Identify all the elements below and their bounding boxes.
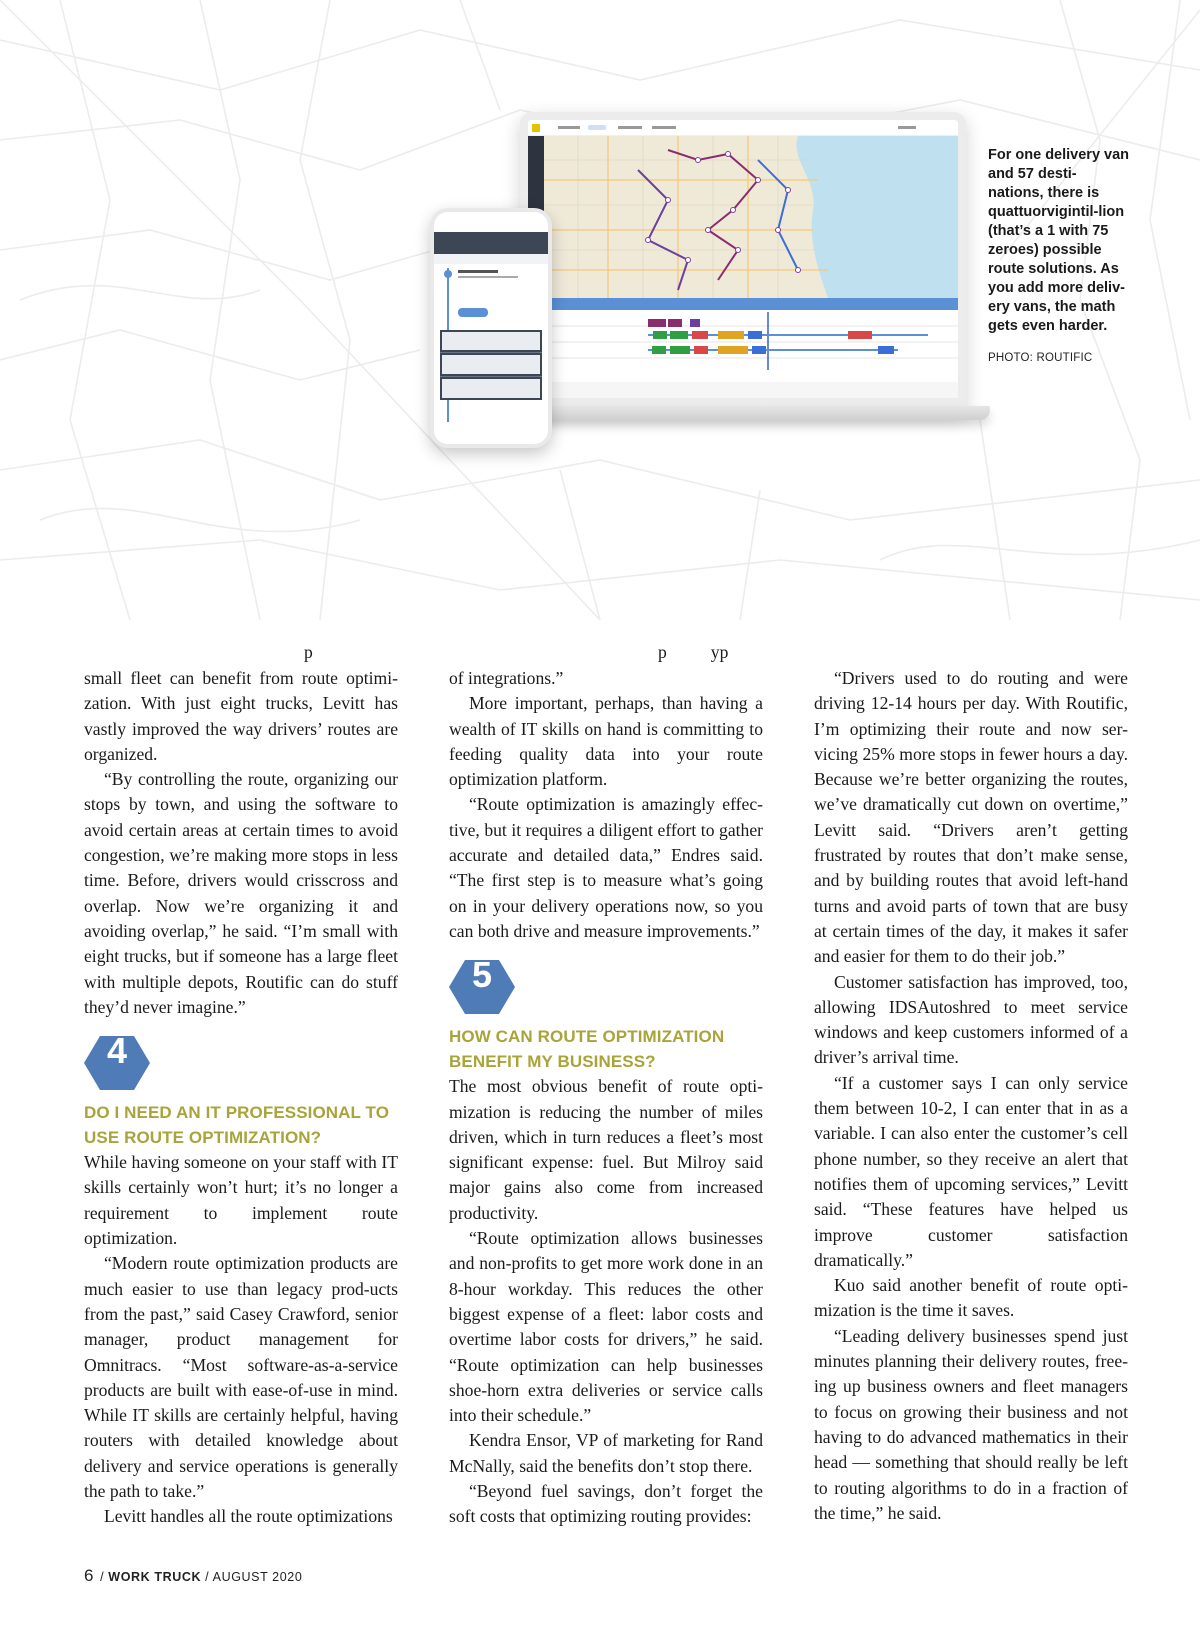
article-column-2 [449, 666, 763, 1530]
footer-separator: / [205, 1570, 210, 1584]
page-footer [84, 1566, 302, 1586]
section-4-badge [84, 1030, 150, 1092]
paragraph: “If a customer says I can only service them between 10-2, I can enter that in as a variable. I can also enter the customer’s cell phone number, so they receive an alert that notifies them of upcoming services,” Levitt said. “These features have helped us improve customer satisfaction dramatically.” [814, 1072, 1128, 1270]
route-map-screenshot [528, 120, 958, 398]
cutoff-line-col2: p yp [658, 642, 729, 662]
photo-credit: PHOTO: ROUTIFIC [988, 352, 1093, 364]
paragraph: “Beyond fuel savings, don’t forget the soft costs that optimizing routing provides: [449, 1481, 763, 1527]
laptop-base [490, 406, 990, 420]
phone-app-screenshot [434, 212, 548, 444]
paragraph: of integrations.” [449, 668, 564, 688]
footer-separator: / [100, 1570, 105, 1584]
article-column-3 [814, 666, 1128, 1526]
section-heading: DO I NEED AN IT PROFESSIONAL TO USE ROUTE OPTIMIZATION? [84, 1103, 390, 1148]
paragraph: “By controlling the route, organizing our stops by town, and using the software to avoid certain areas at certain times to avoid congestion, we’re making more stops in less time. Before, drivers would crisscross and overlap. Now we’re organizing it and avoiding overlap,” he said. “I’m small with eight trucks, but if someone has a large fleet with multiple depots, Routific can do stuff they’d never imagine.” [84, 769, 398, 1017]
section-number: 4 [106, 1030, 128, 1072]
photo-caption: For one delivery van and 57 desti-nations, there is quattuorvigintil-lion (that’s a 1 with 75 zeroes) possible route solutions. As you add more deliv-ery vans, the math gets even harder. [988, 147, 1130, 334]
cutoff-line-col1: p [304, 642, 313, 662]
paragraph: Kendra Ensor, VP of marketing for Rand McNally, said the benefits don’t stop there. [449, 1430, 763, 1476]
paragraph: “Modern route optimization products are much easier to use than legacy prod-ucts from the past,” said Casey Crawford, senior manager, product management for Omnitracs. “Most software-as-a-service products are built with ease-of-use in mind. While IT skills are certainly helpful, having routers with detailed knowledge about delivery and service operations is generally the path to take.” [84, 1253, 398, 1502]
paragraph: The most obvious benefit of route opti-mization is reducing the number of miles driven, which in turn reduces a fleet’s most significant expense: fuel. But Milroy said major gains also come from increased productivity. [449, 1076, 763, 1223]
paragraph: “Drivers used to do routing and were driving 12-14 hours per day. With Routific, I’m optimizing their route and now ser-vicing 25% more stops in fewer hours a day. Because we’re better organizing the routes, we’ve dramatically cut down on overtime,” Levitt said. “Drivers aren’t getting frustrated by routes that don’t make sense, and by building routes that avoid left-hand turns and avoid parts of town that are busy at certain times of the day, it makes it safer and easier for them to do their job.” [814, 668, 1128, 967]
paragraph: More important, perhaps, than having a wealth of IT skills on hand is committing to feeding quality data into your route optimization platform. [449, 693, 763, 790]
paragraph: small fleet can benefit from route optimi-zation. With just eight trucks, Levitt has vastly improved the way drivers’ routes are organized. [84, 668, 398, 764]
page-number: 6 [84, 1566, 95, 1585]
paragraph: “Leading delivery businesses spend just minutes planning their delivery routes, free-ing up business owners and fleet managers to focus on growing their business and not having to do advanced mathematics in their head — something that should really be left to routing algorithms to do in a fraction of the time,” he said. [814, 1325, 1128, 1523]
magazine-name: WORK TRUCK [108, 1570, 202, 1584]
section-number: 5 [471, 954, 493, 996]
paragraph: “Route optimization is amazingly effec-tive, but it requires a diligent effort to gather accurate and detailed data,” Endres said. “The first step is to measure what’s going on in your delivery operations now, so you can both drive and measure improvements.” [449, 794, 763, 941]
section-heading: HOW CAN ROUTE OPTIMIZATION BENEFIT MY BUSINESS? [449, 1027, 725, 1072]
paragraph: While having someone on your staff with IT skills certainly won’t hurt; it’s no longer a requirement to implement route optimization. [84, 1152, 398, 1249]
paragraph: “Route optimization allows businesses and non-profits to get more work done in an 8-hour workday. This reduces the other biggest expense of a fleet: labor costs and overtime labor costs for drivers,” he said. “Route optimization can help businesses shoe-horn extra deliveries or service calls into their schedule.” [449, 1228, 763, 1426]
laptop-screen [520, 112, 966, 412]
paragraph: Kuo said another benefit of route opti-mization is the time it saves. [814, 1275, 1128, 1321]
route-software-photo [430, 108, 1030, 488]
phone-screen [430, 208, 552, 448]
article-column-1 [84, 666, 398, 1530]
paragraph: Customer satisfaction has improved, too, allowing IDSAutoshred to meet service windows and keep customers informed of a driver’s arrival time. [814, 971, 1128, 1068]
issue-date: AUGUST 2020 [212, 1570, 303, 1584]
paragraph: Levitt handles all the route optimizations [104, 1506, 393, 1527]
section-5-badge [449, 954, 515, 1016]
